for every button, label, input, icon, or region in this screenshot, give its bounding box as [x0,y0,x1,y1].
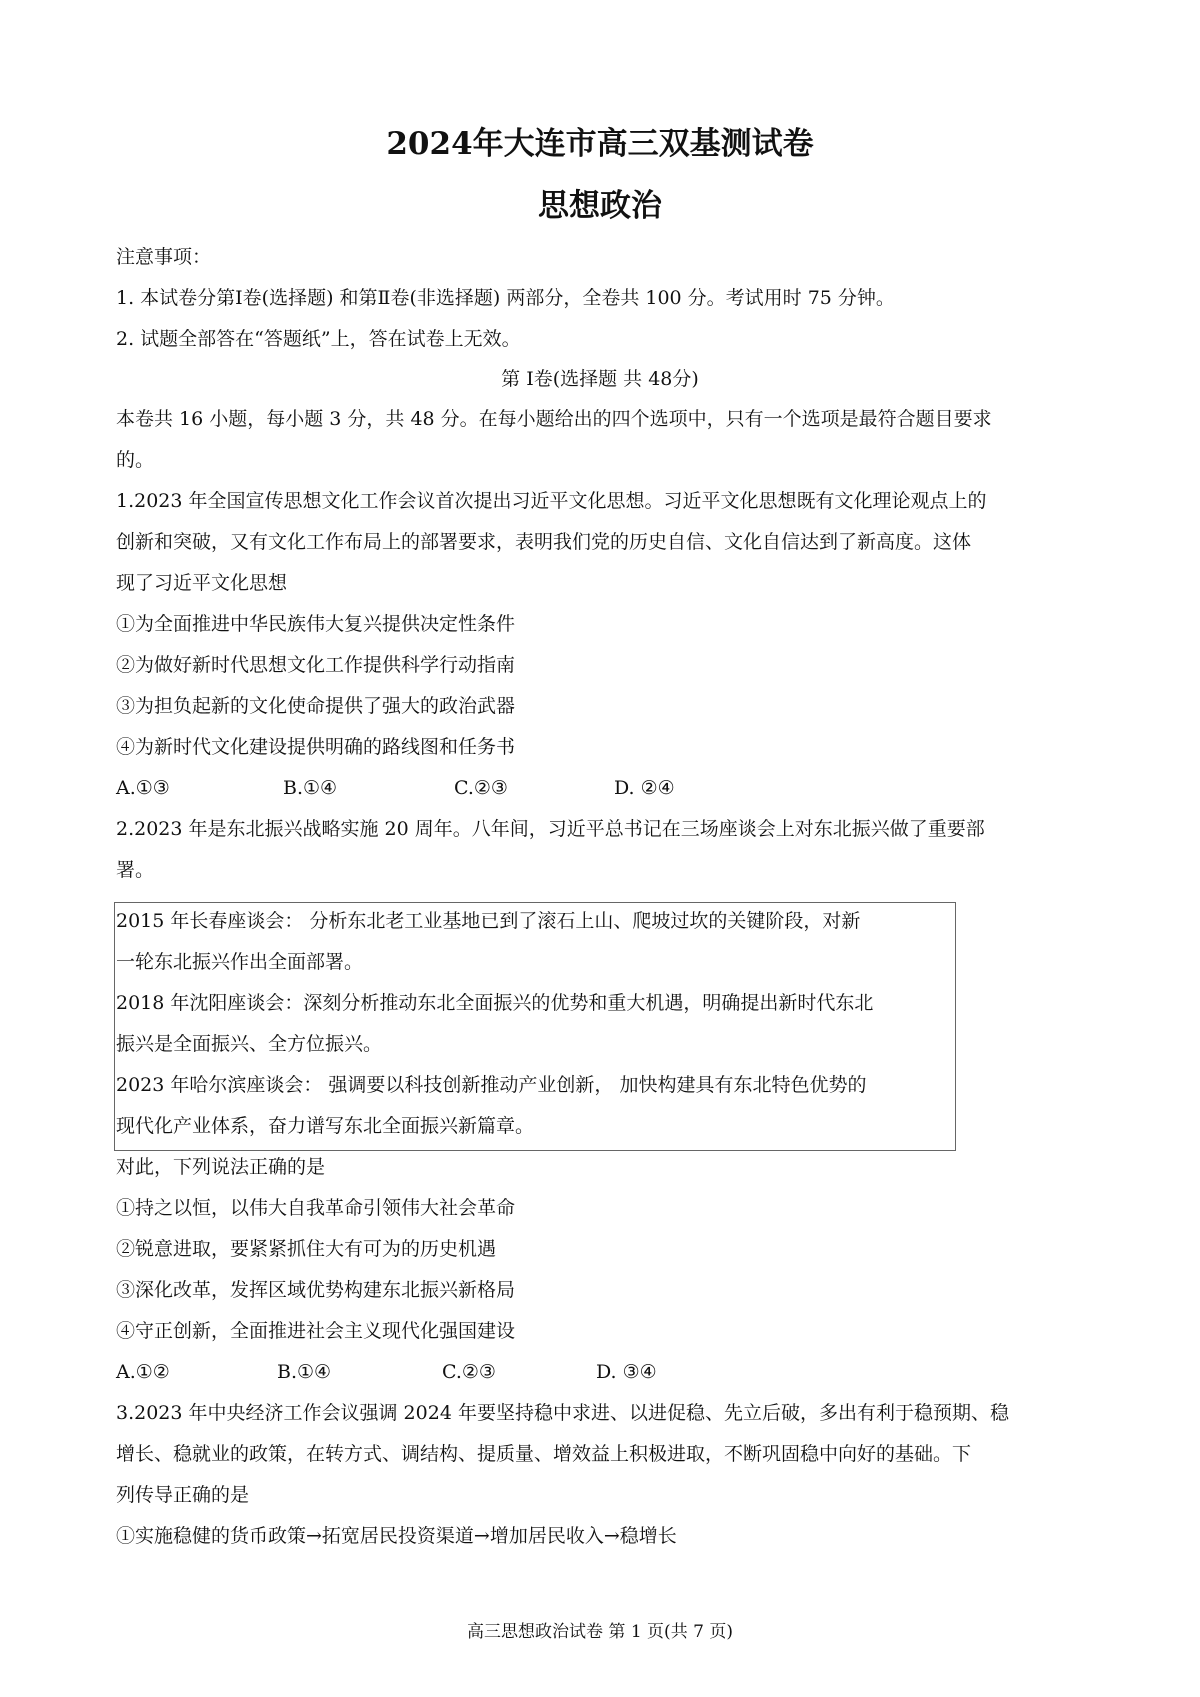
q1-stem: 创新和突破，又有文化工作布局上的部署要求，表明我们党的历史自信、文化自信达到了新高度。这体 [116,531,972,553]
option-b: B.①④ [277,1361,332,1383]
subject-title: 思想政治 [538,188,662,224]
q2-prompt: 对此，下列说法正确的是 [116,1156,326,1178]
option-d: D. ②④ [614,777,675,799]
q1-statement: ③为担负起新的文化使命提供了强大的政治武器 [116,695,516,717]
page-footer: 高三思想政治试卷 第 1 页(共 7 页) [467,1622,733,1642]
option-c: C.②③ [454,777,508,799]
notice-item: 1. 本试卷分第Ⅰ卷(选择题) 和第Ⅱ卷(非选择题) 两部分，全卷共 100 分。考试用时 75 分钟。 [116,287,895,309]
q2-statement: ④守正创新，全面推进社会主义现代化强国建设 [116,1320,516,1342]
q3-statement: ①实施稳健的货币政策→拓宽居民投资渠道→增加居民收入→稳增长 [116,1525,677,1547]
q1-statement: ①为全面推进中华民族伟大复兴提供决定性条件 [116,613,516,635]
section-title: 第 Ⅰ卷(选择题 共 48分) [501,368,699,390]
q2-material-line: 2023 年哈尔滨座谈会： 强调要以科技创新推动产业创新， 加快构建具有东北特色优势的 [116,1074,867,1096]
section-intro: 的。 [116,449,155,471]
q1-statement: ④为新时代文化建设提供明确的路线图和任务书 [116,736,516,758]
exam-title: 2024年大连市高三双基测试卷 [386,126,814,162]
q1-stem: 1.2023 年全国宣传思想文化工作会议首次提出习近平文化思想。习近平文化思想既有文化理论观点上的 [116,490,987,512]
option-a: A.①③ [116,777,170,799]
q2-stem: 署。 [116,859,155,881]
q2-statement: ③深化改革，发挥区域优势构建东北振兴新格局 [116,1279,516,1301]
option-c: C.②③ [442,1361,496,1383]
option-d: D. ③④ [596,1361,657,1383]
q2-material-line: 振兴是全面振兴、全方位振兴。 [116,1033,383,1055]
option-a: A.①② [116,1361,170,1383]
q2-statement: ①持之以恒，以伟大自我革命引领伟大社会革命 [116,1197,516,1219]
option-b: B.①④ [283,777,338,799]
q2-stem: 2.2023 年是东北振兴战略实施 20 周年。八年间，习近平总书记在三场座谈会上对东北振兴做了重要部 [116,818,985,840]
q2-material-line: 一轮东北振兴作出全面部署。 [116,951,364,973]
q2-material-line: 2018 年沈阳座谈会：深刻分析推动东北全面振兴的优势和重大机遇，明确提出新时代东北 [116,992,874,1014]
notice-item: 2. 试题全部答在“答题纸”上，答在试卷上无效。 [116,328,521,350]
q1-stem: 现了习近平文化思想 [116,572,288,594]
notice-heading: 注意事项： [116,246,212,268]
q2-material-line: 2015 年长春座谈会： 分析东北老工业基地已到了滚石上山、爬坡过坎的关键阶段，对新 [116,910,861,932]
q3-stem: 列传导正确的是 [116,1484,250,1506]
q3-stem: 增长、稳就业的政策，在转方式、调结构、提质量、增效益上积极进取，不断巩固稳中向好的基础。下 [116,1443,972,1465]
q2-material-line: 现代化产业体系，奋力谱写东北全面振兴新篇章。 [116,1115,535,1137]
q1-statement: ②为做好新时代思想文化工作提供科学行动指南 [116,654,516,676]
section-intro: 本卷共 16 小题，每小题 3 分，共 48 分。在每小题给出的四个选项中，只有一个选项是最符合题目要求 [116,408,992,430]
q3-stem: 3.2023 年中央经济工作会议强调 2024 年要坚持稳中求进、以进促稳、先立后破，多出有利于稳预期、稳 [116,1402,1009,1424]
q2-statement: ②锐意进取，要紧紧抓住大有可为的历史机遇 [116,1238,497,1260]
